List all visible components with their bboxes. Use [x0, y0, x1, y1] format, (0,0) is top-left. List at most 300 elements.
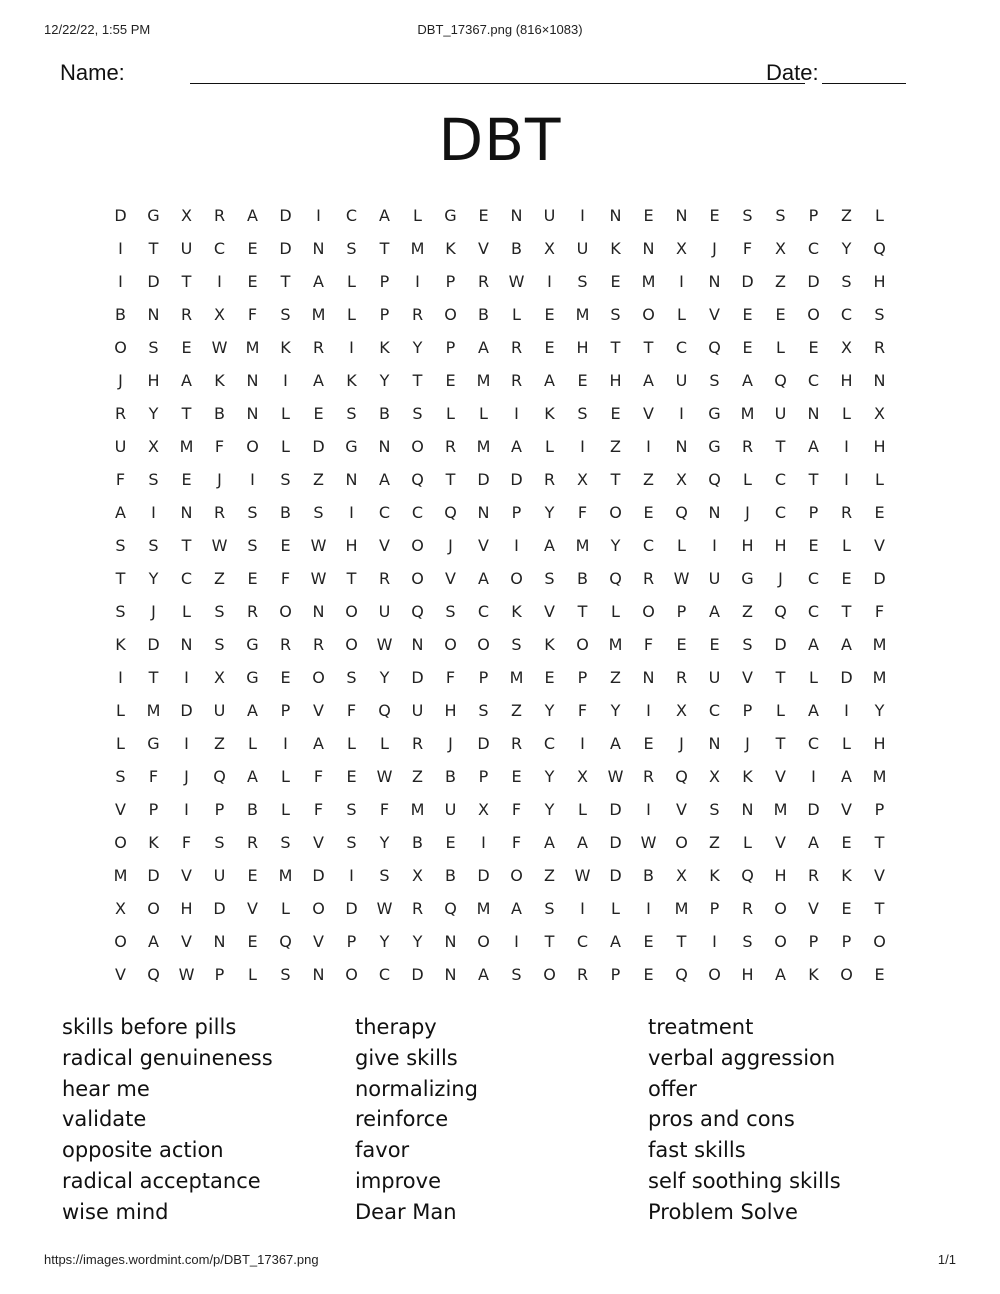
grid-letter: D [609, 866, 622, 885]
grid-letter: S [346, 404, 357, 423]
grid-letter: O [774, 899, 787, 918]
grid-letter: C [378, 965, 391, 984]
grid-letter: O [411, 437, 424, 456]
grid-letter: T [577, 602, 588, 621]
grid-letter: O [312, 899, 325, 918]
grid-letter: P [445, 272, 456, 291]
grid-letter: L [611, 602, 620, 621]
grid-letter: D [477, 866, 490, 885]
grid-letter: X [181, 206, 192, 225]
grid-letter: V [643, 404, 654, 423]
grid-letter: H [873, 272, 886, 291]
grid-letter: C [180, 569, 193, 588]
grid-letter: T [841, 602, 852, 621]
grid-letter: P [610, 965, 621, 984]
word-list-column [648, 1012, 942, 1228]
word-list-column [355, 1012, 648, 1228]
grid-letter: L [776, 701, 785, 720]
grid-letter: V [676, 800, 687, 819]
grid-letter: V [379, 536, 390, 555]
grid-letter: Q [444, 503, 457, 522]
grid-letter: W [310, 536, 327, 555]
grid-letter: Y [379, 833, 390, 852]
grid-letter: I [646, 800, 651, 819]
grid-letter: T [775, 437, 786, 456]
grid-letter: V [247, 899, 258, 918]
grid-letter: N [741, 800, 754, 819]
grid-letter: U [675, 371, 688, 390]
grid-letter: T [412, 371, 423, 390]
grid-letter: M [179, 437, 194, 456]
grid-letter: S [742, 206, 753, 225]
grid-letter: Y [874, 701, 885, 720]
grid-letter: H [609, 371, 622, 390]
grid-letter: A [313, 272, 324, 291]
grid-letter: B [412, 833, 423, 852]
grid-letter: P [280, 701, 291, 720]
grid-letter: C [675, 338, 688, 357]
grid-letter: F [214, 437, 225, 456]
grid-letter: J [118, 371, 123, 390]
grid-letter: K [709, 866, 720, 885]
grid-letter: I [646, 701, 651, 720]
grid-letter: N [708, 734, 721, 753]
grid-letter: Q [873, 239, 886, 258]
grid-letter: N [246, 404, 259, 423]
grid-letter: K [280, 338, 291, 357]
grid-letter: S [280, 470, 291, 489]
grid-letter: W [607, 767, 624, 786]
grid-letter: J [745, 503, 750, 522]
grid-letter: X [214, 668, 225, 687]
word-list-item: give skills [355, 1045, 458, 1070]
grid-letter: D [114, 206, 127, 225]
grid-letter: J [778, 569, 783, 588]
grid-letter: Y [544, 503, 555, 522]
grid-letter: E [181, 338, 192, 357]
grid-letter: I [118, 272, 123, 291]
grid-letter: S [577, 404, 588, 423]
grid-letter: H [774, 866, 787, 885]
grid-letter: U [378, 602, 391, 621]
grid-letter: Y [379, 668, 390, 687]
grid-letter: X [841, 338, 852, 357]
grid-letter: C [345, 206, 358, 225]
grid-letter: P [808, 503, 819, 522]
grid-letter: L [743, 470, 752, 489]
grid-letter: S [346, 833, 357, 852]
grid-letter: E [247, 272, 258, 291]
grid-letter: T [346, 569, 357, 588]
grid-letter: Q [708, 338, 721, 357]
grid-letter: L [446, 404, 455, 423]
word-list-item: wise mind [62, 1199, 169, 1224]
grid-letter: V [115, 800, 126, 819]
grid-letter: Y [379, 932, 390, 951]
grid-letter: Y [412, 338, 423, 357]
grid-letter: I [580, 437, 585, 456]
grid-letter: N [873, 371, 886, 390]
grid-letter: W [508, 272, 525, 291]
word-list-item: favor [355, 1138, 410, 1163]
grid-letter: I [679, 404, 684, 423]
grid-letter: R [873, 338, 886, 357]
grid-letter: U [213, 866, 226, 885]
grid-letter: D [477, 470, 490, 489]
word-list-item: improve [355, 1168, 441, 1193]
grid-letter: A [742, 371, 753, 390]
page-number: 1/1 [937, 1252, 956, 1267]
grid-letter: S [709, 800, 720, 819]
grid-letter: D [510, 470, 523, 489]
grid-letter: T [379, 239, 390, 258]
grid-letter: M [575, 536, 590, 555]
grid-letter: S [247, 503, 258, 522]
name-blank-line [190, 58, 805, 84]
grid-letter: Y [610, 701, 621, 720]
grid-letter: I [679, 272, 684, 291]
grid-letter: Q [378, 701, 391, 720]
grid-letter: X [874, 404, 885, 423]
grid-letter: O [543, 965, 556, 984]
grid-letter: N [510, 206, 523, 225]
grid-letter: I [283, 371, 288, 390]
grid-letter: A [610, 734, 621, 753]
print-header [0, 22, 1000, 42]
grid-letter: Z [214, 569, 225, 588]
grid-letter: N [213, 932, 226, 951]
grid-letter: P [379, 272, 390, 291]
grid-letter: E [577, 371, 588, 390]
grid-letter: R [840, 503, 853, 522]
grid-letter: O [345, 635, 358, 654]
word-list-item: self soothing skills [648, 1168, 841, 1193]
grid-letter: A [808, 833, 819, 852]
grid-letter: R [510, 371, 523, 390]
grid-letter: V [874, 536, 885, 555]
grid-letter: H [741, 965, 754, 984]
grid-letter: O [642, 305, 655, 324]
grid-letter: P [478, 668, 489, 687]
grid-letter: N [642, 668, 655, 687]
grid-letter: G [246, 668, 259, 687]
grid-letter: O [477, 635, 490, 654]
grid-letter: A [379, 470, 390, 489]
grid-letter: H [180, 899, 193, 918]
grid-letter: Q [411, 470, 424, 489]
grid-letter: S [280, 965, 291, 984]
grid-letter: E [247, 239, 258, 258]
grid-letter: E [610, 404, 621, 423]
grid-letter: X [214, 305, 225, 324]
grid-letter: A [643, 371, 654, 390]
grid-letter: A [313, 734, 324, 753]
grid-letter: M [773, 800, 788, 819]
grid-letter: S [412, 404, 423, 423]
grid-letter: X [577, 470, 588, 489]
grid-letter: Z [742, 602, 753, 621]
grid-letter: S [511, 635, 522, 654]
grid-letter: T [775, 668, 786, 687]
grid-letter: C [807, 602, 820, 621]
grid-letter: R [576, 965, 589, 984]
grid-letter: Z [412, 767, 423, 786]
grid-letter: T [610, 338, 621, 357]
grid-letter: S [247, 536, 258, 555]
grid-letter: T [874, 833, 885, 852]
grid-letter: Q [444, 899, 457, 918]
grid-letter: T [181, 272, 192, 291]
grid-letter: T [643, 338, 654, 357]
grid-letter: Z [544, 866, 555, 885]
grid-letter: T [874, 899, 885, 918]
grid-letter: R [411, 305, 424, 324]
grid-letter: Q [279, 932, 292, 951]
grid-letter: V [808, 899, 819, 918]
grid-letter: M [146, 701, 161, 720]
grid-letter: G [246, 635, 259, 654]
grid-letter: P [808, 932, 819, 951]
grid-letter: L [116, 734, 125, 753]
grid-letter: W [211, 536, 228, 555]
grid-letter: D [411, 965, 424, 984]
grid-letter: H [345, 536, 358, 555]
grid-letter: X [676, 701, 687, 720]
grid-letter: J [217, 470, 222, 489]
grid-letter: L [281, 437, 290, 456]
grid-letter: W [640, 833, 657, 852]
word-list-item: radical genuineness [62, 1045, 273, 1070]
grid-letter: S [313, 503, 324, 522]
grid-letter: R [444, 437, 457, 456]
date-label: Date: [766, 60, 819, 85]
grid-letter: F [115, 470, 126, 489]
grid-letter: X [577, 767, 588, 786]
grid-letter: W [376, 635, 393, 654]
grid-letter: D [609, 833, 622, 852]
grid-letter: B [280, 503, 291, 522]
grid-letter: W [211, 338, 228, 357]
grid-letter: V [181, 932, 192, 951]
grid-letter: K [379, 338, 390, 357]
grid-letter: E [544, 668, 555, 687]
grid-letter: E [874, 503, 885, 522]
grid-letter: M [872, 668, 887, 687]
grid-letter: S [874, 305, 885, 324]
grid-letter: L [281, 404, 290, 423]
grid-letter: M [278, 866, 293, 885]
grid-letter: O [774, 932, 787, 951]
grid-letter: P [709, 899, 720, 918]
grid-letter: L [842, 734, 851, 753]
grid-letter: X [115, 899, 126, 918]
grid-letter: I [844, 470, 849, 489]
grid-letter: C [840, 305, 853, 324]
grid-letter: D [774, 635, 787, 654]
grid-letter: D [609, 800, 622, 819]
grid-letter: I [415, 272, 420, 291]
grid-letter: A [544, 833, 555, 852]
grid-letter: L [512, 305, 521, 324]
grid-letter: O [675, 833, 688, 852]
grid-letter: S [214, 833, 225, 852]
grid-letter: M [872, 767, 887, 786]
grid-letter: U [411, 701, 424, 720]
grid-letter: S [379, 866, 390, 885]
grid-letter: D [411, 668, 424, 687]
grid-letter: B [511, 239, 522, 258]
grid-letter: C [807, 569, 820, 588]
grid-letter: D [213, 899, 226, 918]
name-label: Name: [60, 60, 125, 85]
grid-letter: L [875, 206, 884, 225]
grid-letter: A [808, 701, 819, 720]
grid-letter: C [213, 239, 226, 258]
grid-letter: I [811, 767, 816, 786]
grid-letter: E [676, 635, 687, 654]
grid-letter: G [345, 437, 358, 456]
grid-letter: J [679, 734, 684, 753]
grid-letter: A [511, 899, 522, 918]
grid-letter: F [445, 668, 456, 687]
grid-letter: L [809, 668, 818, 687]
grid-letter: M [245, 338, 260, 357]
grid-letter: D [147, 866, 160, 885]
grid-letter: M [509, 668, 524, 687]
grid-letter: H [873, 437, 886, 456]
grid-letter: J [151, 602, 156, 621]
word-list-item: normalizing [355, 1076, 478, 1101]
grid-letter: W [574, 866, 591, 885]
grid-letter: K [511, 602, 522, 621]
grid-letter: Q [675, 503, 688, 522]
grid-letter: X [676, 470, 687, 489]
grid-letter: A [808, 437, 819, 456]
grid-letter: S [445, 602, 456, 621]
grid-letter: L [677, 305, 686, 324]
grid-letter: I [349, 866, 354, 885]
grid-letter: R [807, 866, 820, 885]
grid-letter: L [380, 734, 389, 753]
grid-letter: C [576, 932, 589, 951]
grid-letter: G [708, 437, 721, 456]
grid-letter: P [676, 602, 687, 621]
grid-letter: E [841, 833, 852, 852]
grid-letter: O [510, 866, 523, 885]
grid-letter: Q [147, 965, 160, 984]
grid-letter: B [478, 305, 489, 324]
grid-letter: F [577, 701, 588, 720]
grid-letter: W [310, 569, 327, 588]
grid-letter: T [445, 470, 456, 489]
grid-letter: R [246, 833, 259, 852]
grid-letter: K [346, 371, 357, 390]
grid-letter: A [841, 635, 852, 654]
grid-letter: E [511, 767, 522, 786]
grid-letter: U [708, 668, 721, 687]
grid-letter: E [841, 899, 852, 918]
grid-letter: R [510, 338, 523, 357]
grid-letter: S [775, 206, 786, 225]
grid-letter: L [116, 701, 125, 720]
grid-letter: I [844, 701, 849, 720]
grid-letter: U [213, 701, 226, 720]
grid-letter: U [114, 437, 127, 456]
grid-letter: M [641, 272, 656, 291]
grid-letter: P [379, 305, 390, 324]
grid-letter: Q [741, 866, 754, 885]
grid-letter: I [118, 239, 123, 258]
grid-letter: Z [775, 272, 786, 291]
grid-letter: S [478, 701, 489, 720]
grid-letter: M [311, 305, 326, 324]
grid-letter: U [774, 404, 787, 423]
grid-letter: Y [841, 239, 852, 258]
grid-letter: I [283, 734, 288, 753]
grid-letter: W [376, 899, 393, 918]
grid-letter: I [580, 206, 585, 225]
grid-letter: A [577, 833, 588, 852]
grid-letter: D [180, 701, 193, 720]
grid-letter: I [646, 899, 651, 918]
grid-letter: E [643, 734, 654, 753]
grid-letter: S [148, 470, 159, 489]
grid-letter: U [576, 239, 589, 258]
grid-letter: K [445, 239, 456, 258]
grid-letter: F [313, 767, 324, 786]
grid-letter: A [544, 536, 555, 555]
grid-letter: L [347, 272, 356, 291]
grid-letter: I [349, 338, 354, 357]
worksheet-title: DBT [438, 106, 562, 174]
grid-letter: N [444, 965, 457, 984]
grid-letter: V [775, 833, 786, 852]
grid-letter: Q [411, 602, 424, 621]
grid-letter: Q [213, 767, 226, 786]
grid-letter: E [445, 833, 456, 852]
grid-letter: I [646, 437, 651, 456]
grid-letter: O [873, 932, 886, 951]
grid-letter: Q [708, 470, 721, 489]
grid-letter: K [742, 767, 753, 786]
grid-letter: P [478, 767, 489, 786]
grid-letter: I [217, 272, 222, 291]
grid-letter: I [514, 932, 519, 951]
grid-letter: M [476, 371, 491, 390]
grid-letter: B [247, 800, 258, 819]
grid-letter: X [676, 866, 687, 885]
grid-letter: P [445, 338, 456, 357]
grid-letter: F [511, 800, 522, 819]
grid-letter: F [148, 767, 159, 786]
grid-letter: C [477, 602, 490, 621]
grid-letter: M [674, 899, 689, 918]
grid-letter: M [872, 635, 887, 654]
grid-letter: P [742, 701, 753, 720]
grid-letter: I [118, 668, 123, 687]
word-list-item: offer [648, 1076, 697, 1101]
grid-letter: N [411, 635, 424, 654]
grid-letter: F [181, 833, 192, 852]
grid-letter: O [444, 635, 457, 654]
grid-letter: O [510, 569, 523, 588]
grid-letter: L [281, 899, 290, 918]
grid-letter: R [741, 437, 754, 456]
grid-letter: B [445, 767, 456, 786]
grid-letter: D [840, 668, 853, 687]
grid-letter: C [807, 371, 820, 390]
grid-letter: Z [841, 206, 852, 225]
